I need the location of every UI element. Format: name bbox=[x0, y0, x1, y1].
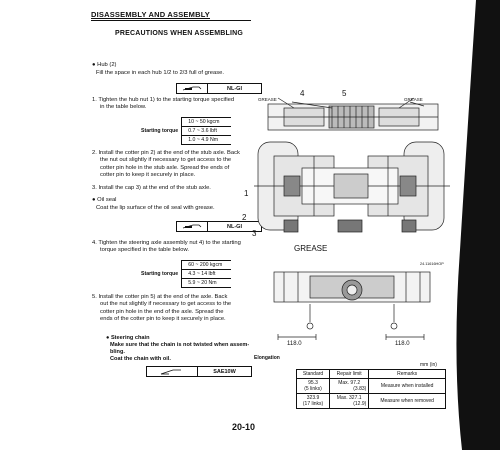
step-3-text: 3. Install the cap 3) at the end of the stub axle. bbox=[92, 185, 211, 191]
torque-value: 1.0 ~ 4.9 Nm bbox=[182, 136, 232, 145]
torque-table-2 bbox=[138, 260, 231, 288]
bullet-icon: ● bbox=[92, 62, 96, 68]
hub-heading: ● Hub (2) bbox=[92, 62, 117, 68]
step-4-text: 4. Tighten the steering axle assembly nut 4) to the starting torque specified in the table below. bbox=[92, 240, 241, 254]
torque-label: Starting torque bbox=[141, 128, 179, 134]
lube-box-chain bbox=[146, 366, 252, 377]
step-1-text: 1. Tighten the hub nut 1) to the starting torque specified in the table below. bbox=[92, 97, 235, 111]
page-title: PRECAUTIONS WHEN ASSEMBLING bbox=[115, 30, 244, 37]
grease-label-top-right: GREASE bbox=[404, 97, 423, 102]
table-row bbox=[297, 394, 446, 409]
callout-5: 5 bbox=[342, 89, 347, 98]
bullet-icon: ● bbox=[106, 335, 110, 341]
column-header: Standard bbox=[297, 370, 330, 379]
table-cell: 323.9 (17 links) bbox=[297, 394, 330, 409]
lube-box-hub bbox=[176, 83, 262, 94]
torque-value: 5.9 ~ 20 Nm bbox=[182, 279, 232, 288]
section-header: DISASSEMBLY AND ASSEMBLY bbox=[91, 10, 210, 19]
hub-assembly-diagram bbox=[242, 89, 450, 358]
callout-3: 3 bbox=[252, 229, 257, 238]
torque-table-1 bbox=[138, 117, 231, 145]
table-cell: Measure when removed bbox=[369, 394, 446, 409]
torque-value: 60 ~ 200 kgcm bbox=[182, 261, 232, 270]
oilseal-text: Coat the lip surface of the oil seal with grease. bbox=[96, 205, 215, 211]
torque-value: 10 ~ 50 kgcm bbox=[182, 118, 232, 127]
lube-name: SAE10W bbox=[213, 368, 236, 375]
unit-label: mm (in) bbox=[420, 362, 437, 368]
callout-2: 2 bbox=[242, 213, 247, 222]
header-rule bbox=[91, 20, 251, 21]
dimension-2: 118.0 bbox=[395, 341, 410, 347]
lube-name: NL-GI bbox=[227, 85, 242, 92]
step-5-text: 5. Install the cotter pin 5) at the end of the axle. Back out the nut slightly if necessary to get access to the cotter pin hole in the end of the axle. Spread the ends of the cotter pin to keep it securely in place. bbox=[92, 294, 232, 323]
torque-value: 0.7 ~ 3.6 lbft bbox=[182, 127, 232, 136]
grease-label-bottom: GREASE bbox=[294, 244, 328, 253]
elongation-table bbox=[296, 369, 446, 409]
grease-label-top-left: GREASE bbox=[258, 97, 277, 102]
column-header: Repair limit bbox=[330, 370, 369, 379]
lube-name: NL-GI bbox=[227, 223, 242, 230]
table-cell: Max. 327.1 (12.9) bbox=[330, 394, 369, 409]
lube-box-oilseal bbox=[176, 221, 262, 232]
chain-heading: ● Steering chain bbox=[106, 335, 150, 341]
oil-can-icon bbox=[147, 367, 198, 376]
torque-value: 4.3 ~ 14 lbft bbox=[182, 270, 232, 279]
oilseal-heading: ● Oil seal bbox=[92, 197, 117, 203]
callout-1: 1 bbox=[244, 189, 249, 198]
dimension-1: 118.0 bbox=[287, 341, 302, 347]
grease-gun-icon bbox=[177, 84, 208, 93]
grease-gun-icon bbox=[177, 222, 208, 231]
table-row bbox=[297, 379, 446, 394]
table-cell: Max. 97.2 (3.83) bbox=[330, 379, 369, 394]
torque-label: Starting torque bbox=[141, 271, 179, 277]
scan-shadow-edge bbox=[442, 0, 500, 450]
table-cell: Measure when installed bbox=[369, 379, 446, 394]
page-number: 20-10 bbox=[232, 422, 256, 432]
bullet-icon: ● bbox=[92, 197, 96, 203]
callout-4: 4 bbox=[300, 89, 305, 98]
chain-text: Make sure that the chain is not twisted when assem- bling. Coat the chain with oil. bbox=[110, 342, 250, 362]
figure-ref: 24.11616HOP bbox=[420, 262, 444, 266]
column-header: Remarks bbox=[369, 370, 446, 379]
step-2-text: 2. Install the cotter pin 2) at the end of the stub axle. Back the nut out slightly if necessary to get access to the cotter pin hole in the stub axle. Spread the ends of cotter pin to keep it securely in place. bbox=[92, 150, 240, 179]
table-cell: 95.3 (5 links) bbox=[297, 379, 330, 394]
hub-text: Fill the space in each hub 1/2 to 2/3 full of grease. bbox=[96, 70, 224, 76]
table-header-row bbox=[297, 370, 446, 379]
elongation-label: Elongation bbox=[254, 355, 280, 361]
